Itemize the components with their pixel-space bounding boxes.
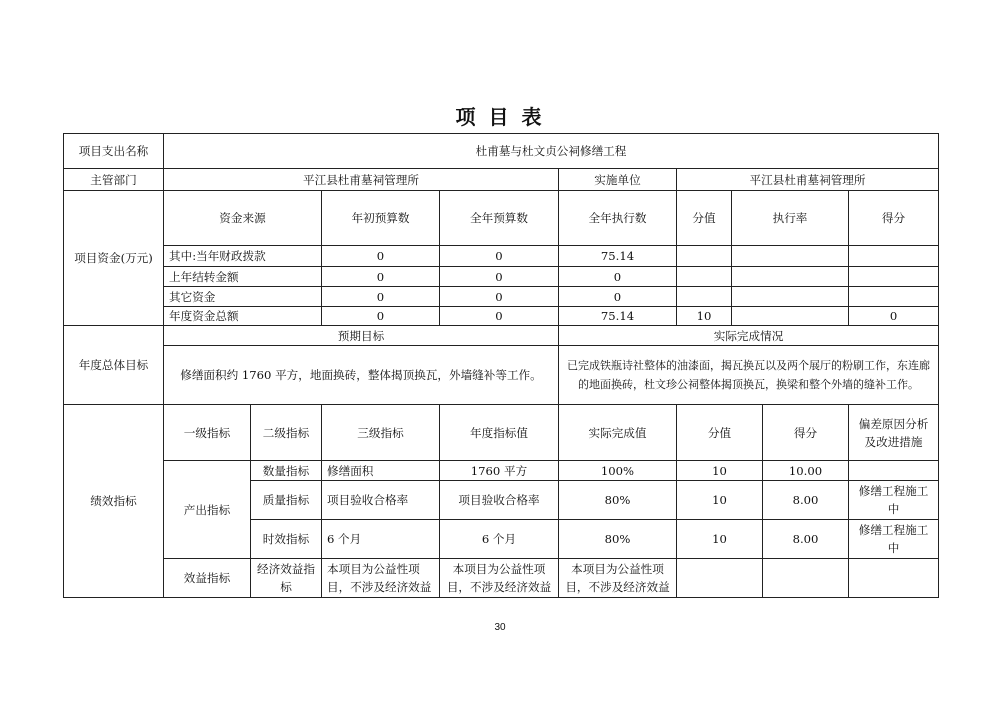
funds-source: 其它资金 — [164, 287, 322, 307]
perf-target: 6 个月 — [440, 520, 559, 559]
perf-header-level3: 三级指标 — [322, 405, 440, 461]
project-table — [63, 133, 939, 598]
perf-level1-benefit: 效益指标 — [164, 559, 251, 598]
project-name-label: 项目支出名称 — [64, 134, 164, 169]
perf-level2: 质量指标 — [251, 481, 322, 520]
perf-header-level2: 二级指标 — [251, 405, 322, 461]
funds-header-initial-budget: 年初预算数 — [322, 191, 440, 246]
funds-header-weight: 分值 — [677, 191, 732, 246]
perf-level2: 数量指标 — [251, 461, 322, 481]
perf-weight: 10 — [677, 481, 763, 520]
row-funds-header — [64, 191, 939, 246]
funds-score — [849, 287, 939, 307]
implementing-unit-value: 平江县杜甫墓祠管理所 — [677, 169, 939, 191]
funds-header-score: 得分 — [849, 191, 939, 246]
perf-score — [763, 559, 849, 598]
perf-target: 1760 平方 — [440, 461, 559, 481]
perf-header-weight: 分值 — [677, 405, 763, 461]
project-name: 杜甫墓与杜文贞公祠修缮工程 — [164, 134, 939, 169]
perf-header-score: 得分 — [763, 405, 849, 461]
funds-score: 0 — [849, 307, 939, 326]
perf-header-actual: 实际完成值 — [559, 405, 677, 461]
funds-row-total — [64, 307, 939, 326]
perf-score: 8.00 — [763, 481, 849, 520]
perf-weight: 10 — [677, 461, 763, 481]
perf-header-deviation: 偏差原因分析及改进措施 — [849, 405, 939, 461]
funds-row — [64, 267, 939, 287]
row-goals-content — [64, 346, 939, 405]
goals-label: 年度总体目标 — [64, 326, 164, 405]
perf-score: 8.00 — [763, 520, 849, 559]
perf-header-target: 年度指标值 — [440, 405, 559, 461]
funds-row — [64, 246, 939, 267]
funds-initial-budget: 0 — [322, 267, 440, 287]
funds-annual-budget: 0 — [440, 307, 559, 326]
funds-executed: 0 — [559, 287, 677, 307]
funds-rate — [732, 267, 849, 287]
perf-weight — [677, 559, 763, 598]
funds-weight — [677, 267, 732, 287]
goals-expected-header: 预期目标 — [164, 326, 559, 346]
perf-actual: 本项目为公益性项目，不涉及经济效益 — [559, 559, 677, 598]
funds-executed: 0 — [559, 267, 677, 287]
goals-actual: 已完成铁瓶诗社整体的油漆面，揭瓦换瓦以及两个展厅的粉刷工作，东连廊的地面换砖，杜文珍公祠整体揭顶换瓦，换梁和整个外墙的缝补工作。 — [559, 346, 939, 405]
row-project-name — [64, 134, 939, 169]
perf-target: 本项目为公益性项目，不涉及经济效益 — [440, 559, 559, 598]
perf-level2: 时效指标 — [251, 520, 322, 559]
goals-expected: 修缮面积约 1760 平方，地面换砖，整体揭顶换瓦，外墙缝补等工作。 — [164, 346, 559, 405]
row-performance-header — [64, 405, 939, 461]
department-label: 主管部门 — [64, 169, 164, 191]
perf-deviation: 修缮工程施工中 — [849, 520, 939, 559]
department-value: 平江县杜甫墓祠管理所 — [164, 169, 559, 191]
funds-source: 年度资金总额 — [164, 307, 322, 326]
perf-level1-output: 产出指标 — [164, 461, 251, 559]
funds-score — [849, 267, 939, 287]
funds-initial-budget: 0 — [322, 246, 440, 267]
funds-rate — [732, 307, 849, 326]
funds-header-executed: 全年执行数 — [559, 191, 677, 246]
funds-label: 项目资金(万元) — [64, 191, 164, 326]
funds-header-source: 资金来源 — [164, 191, 322, 246]
funds-source: 上年结转金额 — [164, 267, 322, 287]
funds-annual-budget: 0 — [440, 287, 559, 307]
perf-row — [64, 559, 939, 598]
perf-deviation — [849, 461, 939, 481]
perf-level3: 项目验收合格率 — [322, 481, 440, 520]
page-number: 30 — [494, 622, 506, 633]
perf-weight: 10 — [677, 520, 763, 559]
perf-level3: 修缮面积 — [322, 461, 440, 481]
perf-target: 项目验收合格率 — [440, 481, 559, 520]
perf-level3: 本项目为公益性项目，不涉及经济效益 — [322, 559, 440, 598]
page-title: 项 目 表 — [455, 105, 545, 129]
perf-row — [64, 461, 939, 481]
perf-header-level1: 一级指标 — [164, 405, 251, 461]
funds-source: 其中:当年财政拨款 — [164, 246, 322, 267]
goals-actual-header: 实际完成情况 — [559, 326, 939, 346]
performance-label: 绩效指标 — [64, 405, 164, 598]
perf-deviation: 修缮工程施工中 — [849, 481, 939, 520]
funds-annual-budget: 0 — [440, 267, 559, 287]
funds-rate — [732, 246, 849, 267]
perf-actual: 80% — [559, 520, 677, 559]
implementing-unit-label: 实施单位 — [559, 169, 677, 191]
funds-executed: 75.14 — [559, 246, 677, 267]
funds-annual-budget: 0 — [440, 246, 559, 267]
row-goals-header — [64, 326, 939, 346]
funds-row — [64, 287, 939, 307]
funds-header-rate: 执行率 — [732, 191, 849, 246]
funds-weight: 10 — [677, 307, 732, 326]
perf-deviation — [849, 559, 939, 598]
funds-initial-budget: 0 — [322, 307, 440, 326]
funds-rate — [732, 287, 849, 307]
funds-executed: 75.14 — [559, 307, 677, 326]
funds-header-annual-budget: 全年预算数 — [440, 191, 559, 246]
funds-score — [849, 246, 939, 267]
funds-weight — [677, 246, 732, 267]
perf-level3: 6 个月 — [322, 520, 440, 559]
perf-score: 10.00 — [763, 461, 849, 481]
perf-level2: 经济效益指标 — [251, 559, 322, 598]
funds-weight — [677, 287, 732, 307]
row-department — [64, 169, 939, 191]
funds-initial-budget: 0 — [322, 287, 440, 307]
perf-actual: 80% — [559, 481, 677, 520]
perf-actual: 100% — [559, 461, 677, 481]
